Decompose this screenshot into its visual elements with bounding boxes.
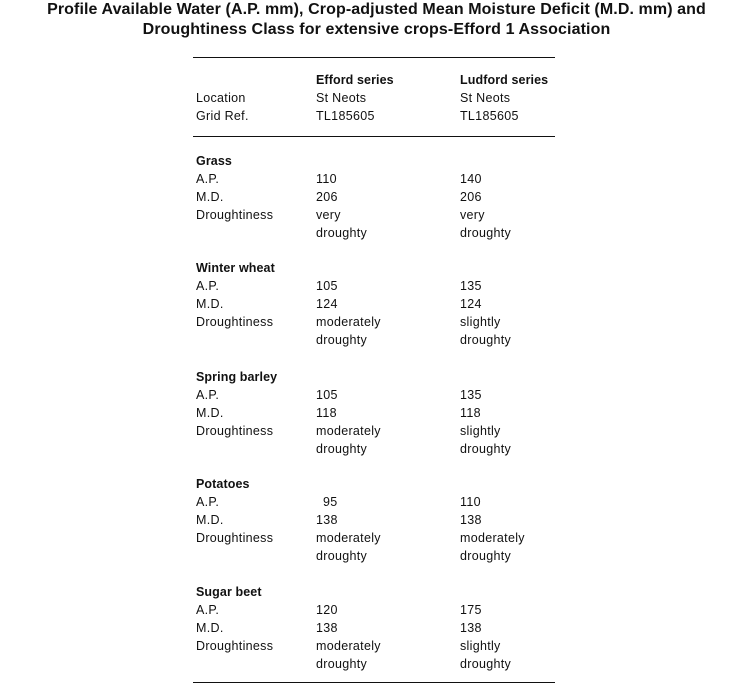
- header-ludford-series: Ludford series: [460, 73, 549, 87]
- label-md: M.D.: [196, 406, 224, 420]
- header-location: Location: [196, 91, 246, 105]
- label-ap: A.P.: [196, 603, 220, 617]
- efford-droughtiness-1: moderately: [316, 639, 381, 653]
- efford-droughtiness-1: very: [316, 208, 341, 222]
- ludford-droughtiness-2: droughty: [460, 333, 512, 347]
- label-droughtiness: Droughtiness: [196, 315, 274, 329]
- ludford-droughtiness-2: droughty: [460, 549, 512, 563]
- ludford-droughtiness-1: slightly: [460, 315, 501, 329]
- ludford-droughtiness-2: droughty: [460, 657, 512, 671]
- efford-droughtiness-2: droughty: [316, 657, 368, 671]
- title-line-2: Droughtiness Class for extensive crops-Efford 1 Association: [142, 21, 611, 38]
- label-ap: A.P.: [196, 172, 220, 186]
- efford-ap: 120: [316, 603, 338, 617]
- crop-name: Winter wheat: [196, 261, 275, 275]
- efford-ap: 105: [316, 279, 338, 293]
- efford-ap: 105: [316, 388, 338, 402]
- ludford-ap: 110: [460, 495, 481, 509]
- efford-md: 206: [316, 190, 338, 204]
- header-ludford-location: St Neots: [460, 91, 511, 105]
- ludford-ap: 175: [460, 603, 482, 617]
- label-md: M.D.: [196, 621, 224, 635]
- efford-md: 124: [316, 297, 338, 311]
- ludford-droughtiness-2: droughty: [460, 226, 512, 240]
- efford-droughtiness-2: droughty: [316, 333, 368, 347]
- ludford-droughtiness-2: droughty: [460, 442, 512, 456]
- ludford-ap: 135: [460, 279, 482, 293]
- page-title: [0, 0, 753, 40]
- efford-droughtiness-2: droughty: [316, 226, 368, 240]
- label-droughtiness: Droughtiness: [196, 208, 274, 222]
- crop-name: Grass: [196, 154, 232, 168]
- efford-md: 138: [316, 621, 338, 635]
- ludford-droughtiness-1: slightly: [460, 424, 501, 438]
- crop-name: Sugar beet: [196, 585, 262, 599]
- label-droughtiness: Droughtiness: [196, 531, 274, 545]
- ludford-md: 138: [460, 621, 482, 635]
- title-line-1: Profile Available Water (A.P. mm), Crop-adjusted Mean Moisture Deficit (M.D. mm) and: [47, 1, 706, 18]
- header-efford-grid-ref: TL185605: [316, 109, 375, 123]
- efford-md: 118: [316, 406, 337, 420]
- efford-ap: 110: [316, 172, 337, 186]
- label-droughtiness: Droughtiness: [196, 424, 274, 438]
- crop-name: Potatoes: [196, 477, 250, 491]
- efford-md: 138: [316, 513, 338, 527]
- efford-droughtiness-2: droughty: [316, 442, 368, 456]
- efford-droughtiness-1: moderately: [316, 424, 381, 438]
- header-efford-location: St Neots: [316, 91, 367, 105]
- label-md: M.D.: [196, 513, 224, 527]
- ludford-droughtiness-1: moderately: [460, 531, 525, 545]
- ludford-md: 124: [460, 297, 482, 311]
- label-md: M.D.: [196, 297, 224, 311]
- efford-droughtiness-1: moderately: [316, 315, 381, 329]
- header-ludford-grid-ref: TL185605: [460, 109, 519, 123]
- ludford-ap: 140: [460, 172, 482, 186]
- header-efford-series: Efford series: [316, 73, 394, 87]
- label-droughtiness: Droughtiness: [196, 639, 274, 653]
- label-md: M.D.: [196, 190, 224, 204]
- ludford-md: 118: [460, 406, 481, 420]
- bottom-rule: [193, 682, 555, 683]
- header-grid-ref: Grid Ref.: [196, 109, 249, 123]
- crop-name: Spring barley: [196, 370, 278, 384]
- efford-droughtiness-1: moderately: [316, 531, 381, 545]
- ludford-md: 138: [460, 513, 482, 527]
- top-rule: [193, 57, 555, 58]
- ludford-droughtiness-1: very: [460, 208, 485, 222]
- ludford-droughtiness-1: slightly: [460, 639, 501, 653]
- ludford-ap: 135: [460, 388, 482, 402]
- efford-droughtiness-2: droughty: [316, 549, 368, 563]
- header-rule: [193, 136, 555, 137]
- label-ap: A.P.: [196, 388, 220, 402]
- efford-ap: 95: [323, 495, 338, 509]
- ludford-md: 206: [460, 190, 482, 204]
- label-ap: A.P.: [196, 279, 220, 293]
- label-ap: A.P.: [196, 495, 220, 509]
